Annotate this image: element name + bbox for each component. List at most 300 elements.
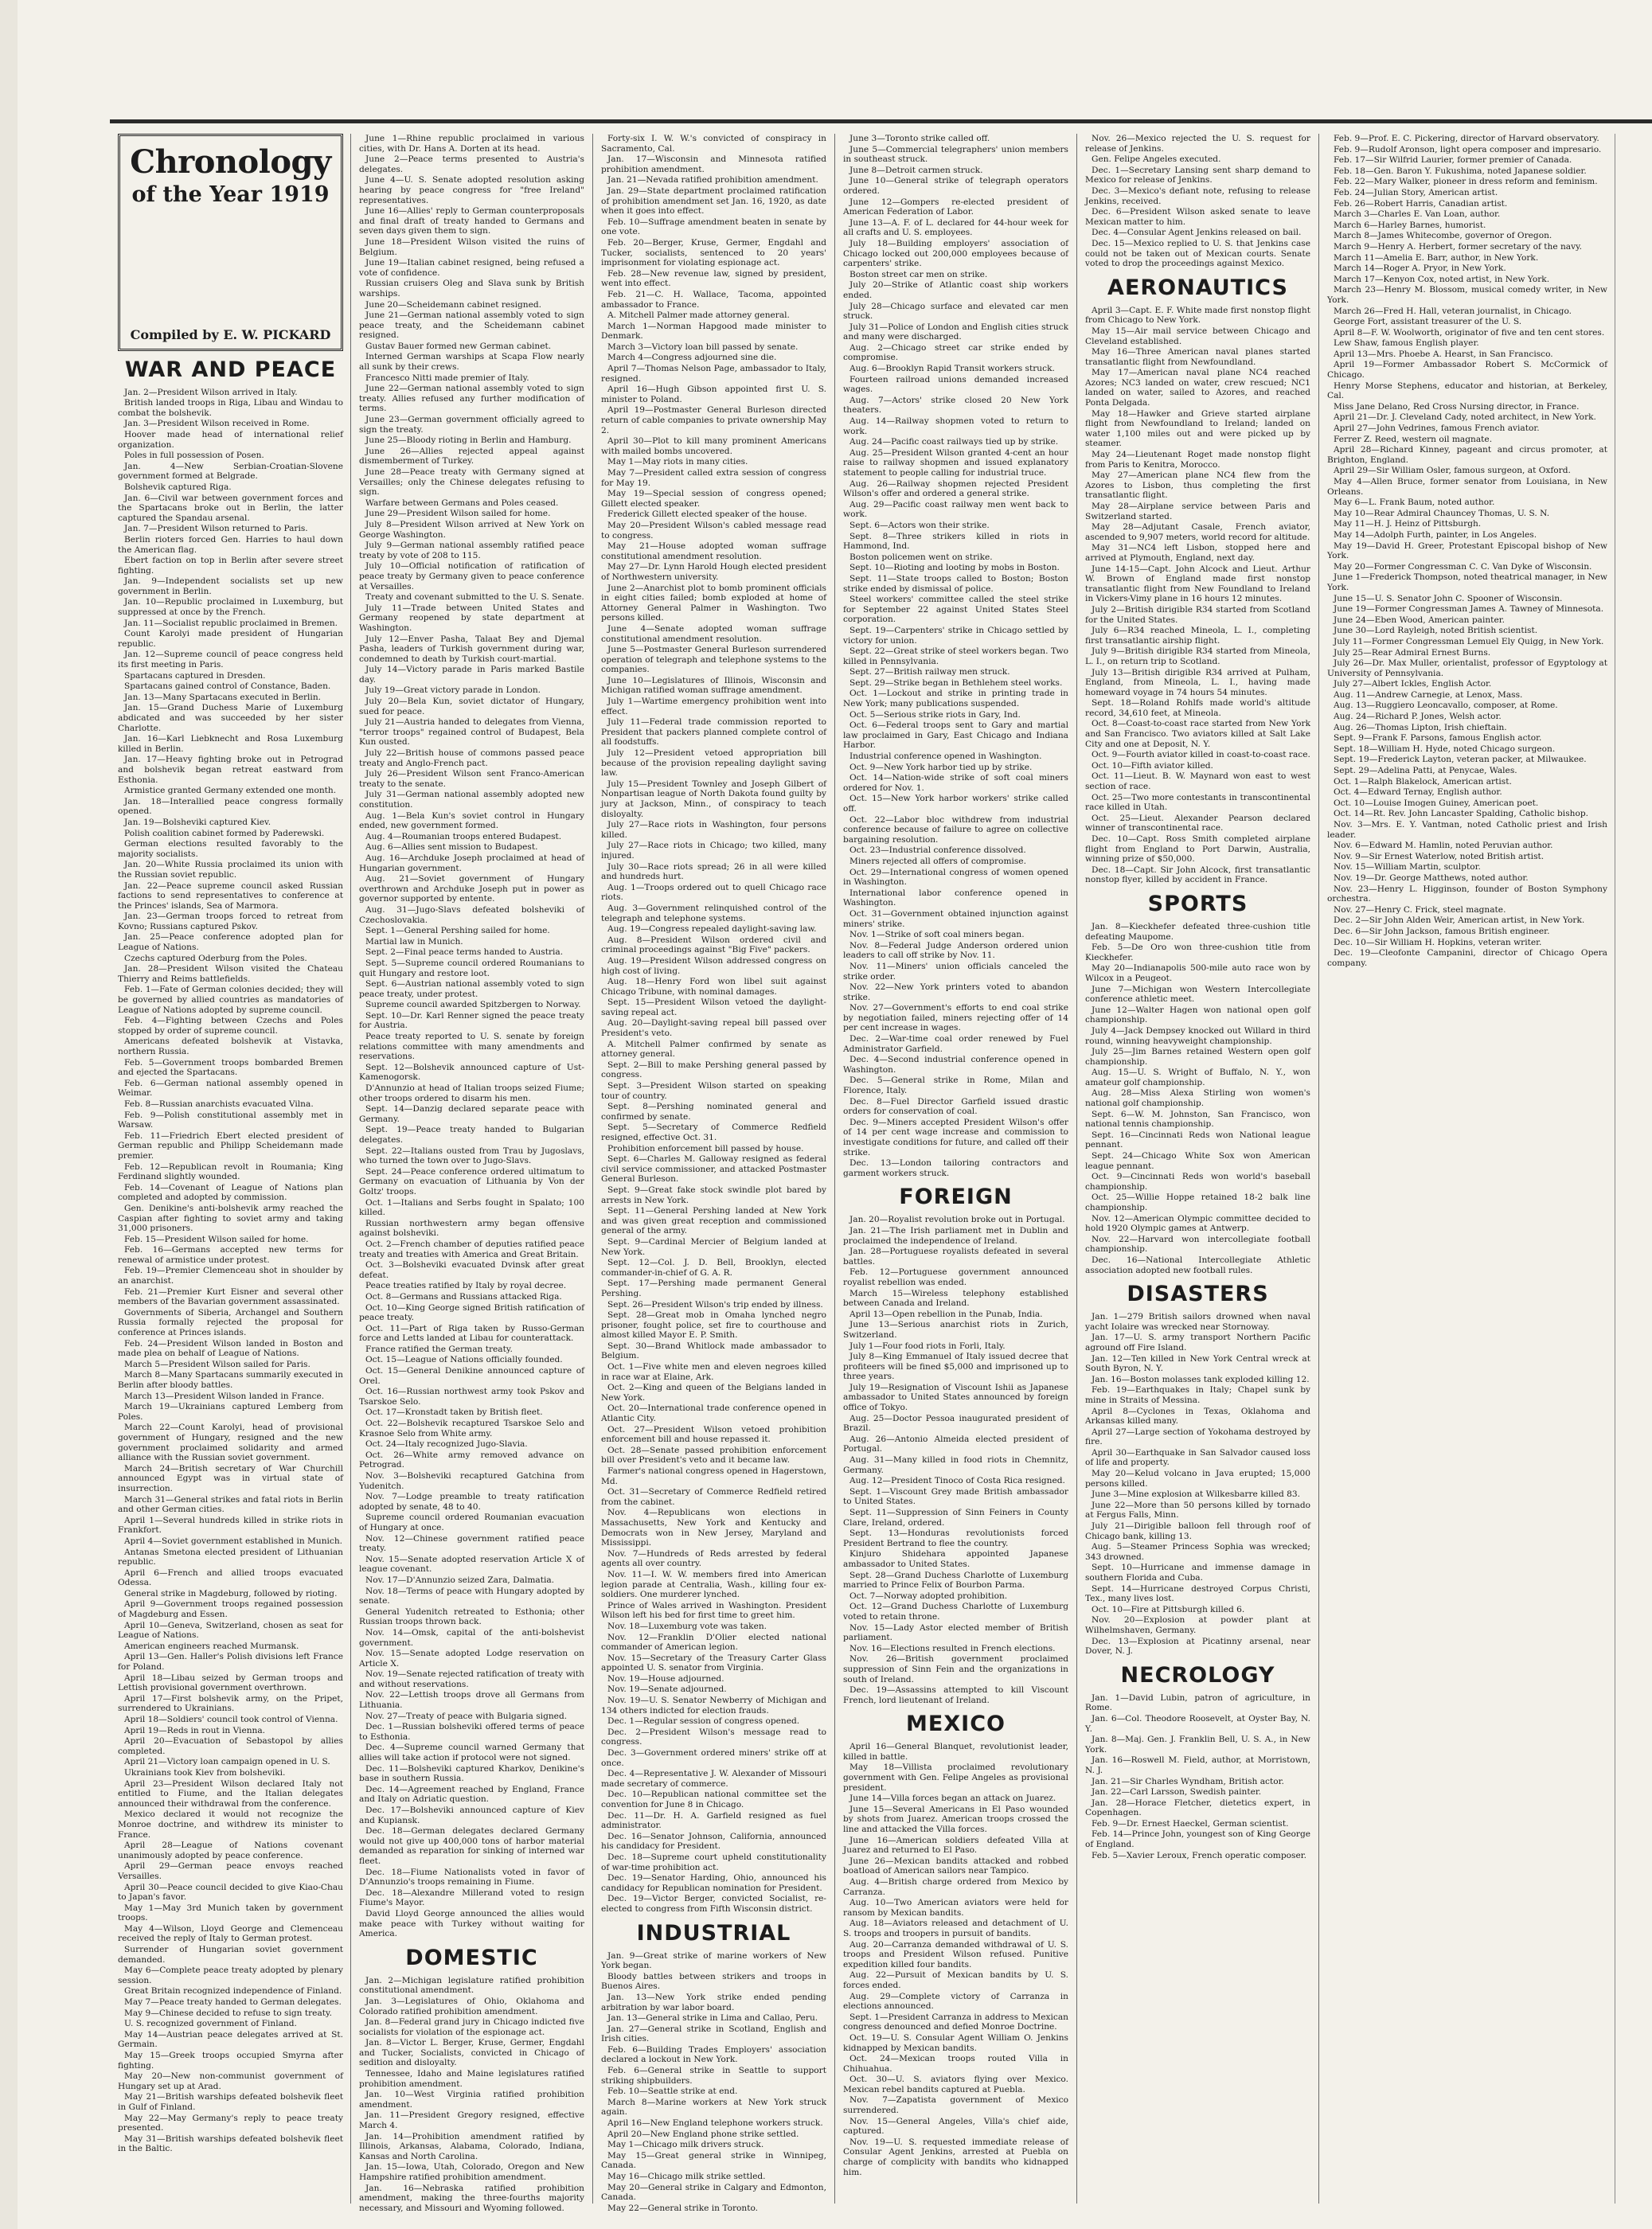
chronology-entry: June 10—Legislatures of Illinois, Wisconsin and Michigan ratified woman suffrage amendment. [601, 675, 826, 696]
chronology-entry: April 28—Richard Kinney, pageant and circus promoter, at Brighton, England. [1327, 445, 1607, 465]
chronology-entry: Dec. 6—President Wilson asked senate to leave Mexican matter to him. [1085, 207, 1310, 227]
section-heading-war-and-peace: WAR AND PEACE [124, 357, 337, 382]
chronology-entry: May 4—Wilson, Lloyd George and Clemenceau received the reply of Italy to German protest. [118, 1923, 343, 1944]
chronology-entry: July 1—Four food riots in Forli, Italy. [849, 1341, 1006, 1351]
column-rule [592, 134, 593, 2204]
chronology-entry: Dec. 1—Secretary Lansing sent sharp demand to Mexico for release of Jenkins. [1085, 165, 1310, 185]
chronology-entry: Sept. 27—British railway men struck. [849, 667, 1010, 677]
chronology-entry: Feb. 21—Premier Kurt Eisner and several other members of the Bavarian government assassinated. [118, 1286, 343, 1307]
chronology-entry: Oct. 9—Fourth aviator killed in coast-to-coast race. [1092, 750, 1310, 760]
chronology-entry: Jan. 15—Grand Duchess Marie of Luxemburg abdicated and was succeeded by her sister Charlotte. [118, 703, 343, 733]
chronology-entry: March 8—Many Spartacans summarily executed in Berlin after bloody battles. [118, 1370, 343, 1390]
chronology-entry: Feb. 1—Fate of German colonies decided; they will be governed by allied countries as mandatories of League of Nations adopted by supreme council. [118, 985, 343, 1015]
column-4 [843, 134, 1068, 2204]
chronology-entry: Aug. 14—Railway shopmen voted to return to work. [843, 416, 1068, 436]
chronology-entry: Dec. 2—Sir John Alden Weir, American artist, in New York. [1334, 915, 1585, 926]
chronology-entry: Aug. 31—Jugo-Slavs defeated bolsheviki of Czechoslovakia. [359, 904, 584, 925]
chronology-entry: Sept. 8—Three strikers killed in riots in Hammond, Ind. [843, 531, 1068, 552]
chronology-entry: Jan. 9—Great strike of marine workers of New York began. [601, 1950, 826, 1971]
chronology-entry: Sept. 18—Roland Rohlfs made world's altitude record, 34,610 feet, at Mineola. [1085, 698, 1310, 718]
chronology-entry: July 27—Albert Ickles, English Actor. [1334, 679, 1492, 689]
chronology-entry: Nov. 3—Bolsheviki recaptured Gatchina from Yudenitch. [359, 1471, 584, 1491]
column-rule [350, 134, 351, 2204]
chronology-entry: Feb. 20—Berger, Kruse, Germer, Engdahl and Tucker, socialists, sentenced to 20 years' imprisonment for violating espionage act. [601, 237, 826, 268]
chronology-entry: Nov. 8—Federal Judge Anderson ordered union leaders to call off strike by Nov. 11. [843, 940, 1068, 961]
chronology-entry: April 30—Earthquake in San Salvador caused loss of life and property. [1085, 1447, 1310, 1468]
chronology-entry: Jan. 3—President Wilson received in Rome. [124, 419, 310, 429]
chronology-entry: Feb. 4—Fighting between Czechs and Poles stopped by order of supreme council. [118, 1016, 343, 1036]
chronology-entry: July 25—Rear Admiral Ernest Burns. [1334, 647, 1491, 658]
chronology-entry: Oct. 25—Two more contestants in transcontinental race killed in Utah. [1085, 792, 1310, 813]
chronology-entry: Oct. 2—King and queen of the Belgians landed in New York. [601, 1383, 826, 1403]
chronology-entry: Sept. 6—Austrian national assembly voted to sign peace treaty, under protest. [359, 979, 584, 999]
chronology-entry: April 19—Former Ambassador Robert S. McCormick of Chicago. [1327, 360, 1607, 381]
chronology-entry: May 6—L. Frank Baum, noted author. [1334, 498, 1495, 508]
chronology-entry: Lew Shaw, famous English player. [1334, 338, 1479, 349]
chronology-entry: Nov. 22—Harvard won intercollegiate football championship. [1085, 1234, 1310, 1255]
chronology-entry: Oct. 1—Ralph Blakelock, American artist. [1334, 776, 1512, 787]
chronology-entry: Feb. 21—C. H. Wallace, Tacoma, appointed ambassador to France. [601, 289, 826, 310]
chronology-entry: Ferrer Z. Reed, western oil magnate. [1334, 434, 1493, 444]
chronology-entry: Oct. 29—International congress of women opened in Washington. [843, 867, 1068, 888]
chronology-entry: Feb. 14—Covenant of League of Nations plan completed and adopted by commission. [118, 1182, 343, 1203]
chronology-entry: Jan. 2—Michigan legislature ratified prohibition constitutional amendment. [359, 1975, 584, 1996]
chronology-entry: May 15—Greek troops occupied Smyrna after fighting. [118, 2051, 343, 2071]
chronology-entry: Nov. 22—Lettish troops drove all Germans from Lithuania. [359, 1690, 584, 1711]
chronology-entry: France ratified the German treaty. [365, 1344, 513, 1354]
chronology-entry: Jan. 6—Col. Theodore Roosevelt, at Oyster Bay, N. Y. [1085, 1713, 1310, 1734]
chronology-entry: Nov. 7—Hundreds of Reds arrested by federal agents all over country. [601, 1548, 826, 1569]
chronology-entry: Count Karolyi made president of Hungarian republic. [118, 629, 343, 649]
chronology-entry: Nov. 19—U. S. requested immediate release of Consular Agent Jenkins, arrested at Puebla on charge of complicity with bandits who kidnapped him. [843, 2137, 1068, 2177]
chronology-entry: Sept. 11—State troops called to Boston; Boston strike ended by dismissal of police. [843, 573, 1068, 594]
chronology-entry: Dec. 19—Cleofonte Campanini, director of Chicago Opera company. [1327, 948, 1607, 968]
chronology-entry: May 27—American plane NC4 flew from the Azores to Lisbon, thus completing the first transatlantic flight. [1085, 470, 1310, 501]
chronology-entry: Dec. 4—Second industrial conference opened in Washington. [843, 1055, 1068, 1075]
chronology-entry: Nov. 3—Mrs. E. Y. Vantman, noted Catholic priest and Irish leader. [1327, 820, 1607, 840]
chronology-entry: May 20—Kelud volcano in Java erupted; 15,000 persons killed. [1085, 1469, 1310, 1489]
chronology-entry: March 6—Harley Barnes, humorist. [1334, 220, 1486, 230]
chronology-entry: Dec. 13—London tailoring contractors and garment workers struck. [843, 1158, 1068, 1178]
chronology-entry: Antanas Smetona elected president of Lithuanian republic. [118, 1547, 343, 1567]
chronology-entry: Sept. 24—Chicago White Sox won American league pennant. [1085, 1151, 1310, 1171]
chronology-entry: Steel workers' committee called the steel strike for September 22 against United States Steel corporation. [843, 595, 1068, 625]
chronology-entry: April 18—Libau seized by German troops and Lettish provisional government overthrown. [118, 1673, 343, 1693]
chronology-entry: Jan. 17—Wisconsin and Minnesota ratified prohibition amendment. [601, 154, 826, 174]
chronology-entry: Sept. 11—General Pershing landed at New York and was given great reception and commissioned general of the army. [601, 1206, 826, 1236]
chronology-entry: Kinjuro Shidehara appointed Japanese ambassador to United States. [843, 1549, 1068, 1569]
chronology-entry: April 20—Evacuation of Sebastopol by allies completed. [118, 1736, 343, 1756]
chronology-entry: Dec. 19—Victor Berger, convicted Socialist, re-elected to congress from Fifth Wisconsin district. [601, 1894, 826, 1914]
chronology-entry: Aug. 16—Archduke Joseph proclaimed at head of Hungarian government. [359, 853, 584, 873]
chronology-entry: May 18—Villista proclaimed revolutionary government with Gen. Felipe Angeles as provisional president. [843, 1763, 1068, 1793]
chronology-entry: Nov. 11—Miners' union officials canceled the strike order. [843, 961, 1068, 982]
chronology-entry: Oct. 15—New York harbor workers' strike called off. [843, 794, 1068, 814]
chronology-entry: Sept. 8—Pershing nominated general and confirmed by senate. [601, 1102, 826, 1122]
chronology-entry: Aug. 5—Steamer Princess Sophia was wrecked; 343 drowned. [1085, 1542, 1310, 1562]
chronology-entry: Oct. 5—Serious strike riots in Gary, Ind. [849, 709, 1021, 720]
chronology-entry: Jan. 22—Carl Larsson, Swedish painter. [1092, 1787, 1262, 1798]
chronology-entry: May 21—House adopted woman suffrage constitutional amendment resolution. [601, 541, 826, 561]
chronology-entry: Aug. 1—Troops ordered out to quell Chicago race riots. [601, 882, 826, 903]
chronology-entry: Jan. 27—General strike in Scotland, English and Irish cities. [601, 2024, 826, 2044]
chronology-entry: March 17—Kenyon Cox, noted artist, in New York. [1334, 274, 1550, 284]
chronology-entry: June 16—American soldiers defeated Villa at Juarez and returned to El Paso. [843, 1835, 1068, 1856]
chronology-entry: April 27—John Vedrines, famous French aviator. [1334, 424, 1540, 434]
chronology-entry: April 19—Reds in rout in Vienna. [124, 1725, 266, 1735]
chronology-entry: July 22—British house of commons passed peace treaty and Anglo-French pact. [359, 748, 584, 768]
section-heading-foreign: FOREIGN [899, 1185, 1013, 1210]
chronology-entry: Surrender of Hungarian soviet government demanded. [118, 1945, 343, 1965]
chronology-entry: Oct. 25—Lieut. Alexander Pearson declared winner of transcontinental race. [1085, 813, 1310, 833]
chronology-entry: Sept. 29—Adelina Patti, at Penycae, Wales. [1334, 766, 1517, 776]
chronology-entry: Sept. 1—Viscount Grey made British ambassador to United States. [843, 1486, 1068, 1507]
chronology-entry: Great Britain recognized independence of Finland. [124, 1986, 342, 1997]
chronology-entry: May 22—General strike in Toronto. [607, 2203, 759, 2213]
chronology-entry: Nov. 15—William Martin, sculptor. [1334, 862, 1481, 872]
chronology-entry: Sept. 22—Great strike of steel workers began. Two killed in Pennsylvania. [843, 646, 1068, 666]
chronology-entry: Nov. 7—Lodge preamble to treaty ratification adopted by senate, 48 to 40. [359, 1492, 584, 1512]
chronology-entry: Governments of Siberia, Archangel and Southern Russia formally rejected the proposal for conference at Princes islands. [118, 1307, 343, 1338]
chronology-entry: May 1—May 3rd Munich taken by government troops. [118, 1903, 343, 1923]
chronology-entry: Feb. 19—Earthquakes in Italy; Chapel sunk by mine in Straits of Messina. [1085, 1385, 1310, 1405]
chronology-entry: Dec. 18—Alexandre Millerand voted to resign Fiume's Mayor. [359, 1887, 584, 1908]
chronology-entry: Dec. 13—Explosion at Picatinny arsenal, near Dover, N. J. [1085, 1636, 1310, 1657]
chronology-entry: Dec. 1—Regular session of congress opened. [607, 1716, 800, 1727]
chronology-entry: March 5—President Wilson sailed for Paris. [124, 1359, 310, 1369]
chronology-entry: April 8—F. W. Woolworth, originator of five and ten cent stores. [1334, 327, 1605, 338]
chronology-entry: Nov. 19—House adjourned. [607, 1673, 724, 1684]
chronology-entry: Aug. 13—Ruggiero Leoncavallo, composer, at Rome. [1334, 701, 1558, 711]
chronology-entry: Ebert faction on top in Berlin after severe street fighting. [118, 556, 343, 576]
chronology-entry: Oct. 30—U. S. aviators flying over Mexico. Mexican rebel bandits captured at Puebla. [843, 2075, 1068, 2094]
chronology-entry: Aug. 22—Pursuit of Mexican bandits by U. S. forces ended. [843, 1970, 1068, 1990]
chronology-entry: Oct. 10—Louise Imogen Guiney, American poet. [1334, 798, 1539, 808]
chronology-entry: Jan. 6—Civil war between government forces and the Spartacans broke out in Berlin, the latter captured the Spandau arsenal. [118, 493, 343, 523]
chronology-entry: July 26—President Wilson sent Franco-American treaty to the senate. [359, 769, 584, 789]
section-heading-disasters: DISASTERS [1127, 1282, 1269, 1307]
entries-col5d [1085, 1312, 1310, 1657]
chronology-entry: March 3—Victory loan bill passed by senate. [607, 342, 799, 352]
chronology-entry: Nov. 23—Henry L. Higginson, founder of Boston Symphony orchestra. [1327, 884, 1607, 904]
chronology-entry: June 13—Serious anarchist riots in Zurich, Switzerland. [843, 1320, 1068, 1340]
chronology-entry: Nov. 1—Strike of soft coal miners began. [849, 930, 1025, 940]
chronology-entry: British landed troops in Riga, Libau and Windau to combat the bolshevik. [118, 398, 343, 418]
chronology-entry: July 8—President Wilson arrived at New York on George Washington. [359, 519, 584, 540]
chronology-entry: Nov. 14—Omsk, capital of the anti-bolshevist government. [359, 1627, 584, 1648]
chronology-entry: A. Mitchell Palmer confirmed by senate as attorney general. [601, 1039, 826, 1060]
chronology-entry: U. S. recognized government of Finland. [124, 2019, 297, 2029]
chronology-entry: Nov. 26—British government proclaimed suppression of Sinn Fein and the organizations in south of Ireland. [843, 1654, 1068, 1684]
chronology-entry: July 15—President Townley and Joseph Gilbert of Nonpartisan league of North Dakota found guilty by jury at Jackson, Minn., of conspiracy to teach disloyalty. [601, 779, 826, 819]
chronology-entry: Dec. 8—Fuel Director Garfield issued drastic orders for conservation of coal. [843, 1096, 1068, 1117]
chronology-entry: March 26—Fred H. Hall, veteran journalist, in Chicago. [1334, 306, 1572, 316]
chronology-entry: Gustav Bauer formed new German cabinet. [365, 341, 552, 351]
chronology-entry: Russian northwestern army began offensive against bolsheviki. [359, 1218, 584, 1239]
chronology-entry: May 14—Adolph Furth, painter, in Los Angeles. [1334, 529, 1537, 540]
chronology-entry: Sept. 29—Strike began in Bethlehem steel works. [849, 677, 1063, 688]
chronology-entry: July 31—German national assembly adopted new constitution. [359, 790, 584, 810]
entries-col6 [1327, 134, 1607, 968]
chronology-entry: Sept. 30—Brand Whitlock made ambassador to Belgium. [601, 1341, 826, 1361]
chronology-entry: Nov. 27—Henry C. Frick, steel magnate. [1334, 904, 1506, 915]
chronology-entry: Oct. 23—Industrial conference dissolved. [849, 845, 1026, 856]
chronology-entry: Oct. 31—Secretary of Commerce Redfield retired from the cabinet. [601, 1487, 826, 1507]
chronology-entry: April 6—French and allied troops evacuated Odessa. [118, 1567, 343, 1588]
chronology-entry: Dec. 18—German delegates declared Germany would not give up 400,000 tons of harbor material demanded as reparation for sinking of interned war fleet. [359, 1826, 584, 1866]
page-title: Chronology [130, 143, 331, 181]
chronology-entry: Aug. 15—U. S. Wright of Buffalo, N. Y., won amateur golf championship. [1085, 1068, 1310, 1087]
chronology-entry: April 29—Sir William Osler, famous surgeon, at Oxford. [1334, 466, 1571, 476]
chronology-entry: April 13—Mrs. Phoebe A. Hearst, in San Francisco. [1334, 349, 1553, 359]
chronology-entry: Jan. 16—Karl Liebknecht and Rosa Luxemburg killed in Berlin. [118, 734, 343, 754]
chronology-entry: General strike in Magdeburg, followed by rioting. [124, 1588, 338, 1599]
chronology-entry: March 9—Henry A. Herbert, former secretary of the navy. [1334, 241, 1583, 252]
chronology-entry: June 2—Anarchist plot to bomb prominent officials in eight cities failed; bomb exploded at home of Attorney General Palmer in Washington. Two persons killed. [601, 583, 826, 623]
chronology-entry: June 25—Bloody rioting in Berlin and Hamburg. [365, 435, 572, 446]
chronology-entry: Sept. 12—Bolshevik announced capture of Ust-Kamenogorsk. [359, 1062, 584, 1083]
chronology-entry: Jan. 11—President Gregory resigned, effective March 4. [359, 2110, 584, 2131]
chronology-entry: Oct. 14—Nation-wide strike of soft coal miners ordered for Nov. 1. [843, 773, 1068, 793]
chronology-entry: June 8—Detroit carmen struck. [849, 165, 983, 175]
chronology-entry: Aug. 29—Pacific coast railway men went back to work. [843, 499, 1068, 520]
chronology-entry: July 2—British dirigible R34 started from Scotland for the United States. [1085, 604, 1310, 625]
chronology-entry: Feb. 5—De Oro won three-cushion title from Kieckhefer. [1085, 943, 1310, 962]
chronology-entry: July 20—Bela Kun, soviet dictator of Hungary, sued for peace. [359, 697, 584, 716]
chronology-entry: Jan. 22—Peace supreme council asked Russian factions to send representatives to conference at the Princes' islands, Sea of Marmora. [118, 880, 343, 911]
chronology-entry: Sept. 28—Grand Duchess Charlotte of Luxemburg married to Prince Felix of Bourbon Parma. [843, 1570, 1068, 1591]
chronology-entry: Sept. 14—Danzig declared separate peace with Germany. [359, 1104, 584, 1124]
chronology-entry: Bolshevik captured Riga. [124, 482, 232, 492]
chronology-entry: July 14—Victory parade in Paris marked Bastile day. [359, 665, 584, 685]
chronology-entry: Oct. 8—Coast-to-coast race started from New York and San Francisco. Two aviators killed at Salt Lake City and one at Deposit, N. Y. [1085, 719, 1310, 749]
chronology-entry: July 4—Jack Dempsey knocked out Willard in third round, winning heavyweight championship. [1085, 1025, 1310, 1046]
chronology-entry: Sept. 10—Hurricane and immense damage in southern Florida and Cuba. [1085, 1563, 1310, 1583]
chronology-entry: Oct. 24—Mexican troops routed Villa in Chihuahua. [843, 2054, 1068, 2074]
chronology-entry: May 9—Chinese decided to refuse to sign treaty. [124, 2008, 332, 2018]
chronology-entry: Nov. 27—Government's efforts to end coal strike by negotiation failed, miners rejecting offer of 14 per cent increase in wages. [843, 1003, 1068, 1033]
chronology-entry: Dec. 4—Supreme council warned Germany that allies will take action if protocol were not signed. [359, 1743, 584, 1763]
chronology-entry: Oct. 11—Part of Riga taken by Russo-German force and Letts landed at Libau for counterattack. [359, 1323, 584, 1344]
chronology-entry: Aug. 7—Actors' strike closed 20 New York theaters. [843, 395, 1068, 416]
chronology-entry: Aug. 20—Daylight-saving repeal bill passed over President's veto. [601, 1018, 826, 1039]
chronology-entry: Nov. 18—Terms of peace with Hungary adopted by senate. [359, 1586, 584, 1606]
chronology-entry: Feb. 17—Sir Wilfrid Laurier, former premier of Canada. [1334, 155, 1572, 166]
chronology-entry: Sept. 3—President Wilson started on speaking tour of country. [601, 1081, 826, 1101]
chronology-entry: Dec. 10—Sir William H. Hopkins, veteran writer. [1334, 937, 1542, 947]
chronology-entry: Dec. 15—Mexico replied to U. S. that Jenkins case could not be taken out of Mexican courts. Senate voted to drop the proceedings against Mexico. [1085, 238, 1310, 269]
chronology-entry: Nov. 15—Secretary of the Treasury Carter Glass appointed U. S. senator from Virginia. [601, 1653, 826, 1673]
chronology-entry: June 26—Mexican bandits attacked and robbed boatload of American sailors near Tampico. [843, 1856, 1068, 1876]
chronology-entry: May 15—Air mail service between Chicago and Cleveland established. [1085, 326, 1310, 346]
chronology-entry: Aug. 2—Chicago street car strike ended by compromise. [843, 342, 1068, 363]
chronology-entry: Jan. 20—Royalist revolution broke out in Portugal. [849, 1215, 1065, 1225]
chronology-entry: Jan. 7—President Wilson returned to Paris. [124, 524, 308, 534]
chronology-entry: June 5—Postmaster General Burleson surrendered operation of telegraph and telephone systems to the companies. [601, 645, 826, 675]
chronology-entry: Polish coalition cabinet formed by Paderewski. [124, 828, 325, 838]
chronology-entry: Nov. 15—Lady Astor elected member of British parliament. [843, 1622, 1068, 1643]
chronology-entry: March 8—James Whitecombe, governor of Oregon. [1334, 231, 1552, 241]
chronology-entry: Feb. 9—Rudolf Aronson, light opera composer and impresario. [1334, 144, 1602, 154]
chronology-entry: June 19—Italian cabinet resigned, being refused a vote of confidence. [359, 258, 584, 278]
chronology-entry: Armistice granted Germany extended one month. [124, 786, 337, 796]
chronology-entry: March 13—President Wilson landed in France. [124, 1391, 325, 1401]
chronology-entry: Jan. 13—Many Spartacans executed in Berlin. [124, 692, 322, 702]
chronology-entry: Nov. 11—I. W. W. members fired into American legion parade at Centralia, Wash., killing four ex-soldiers. One murderer lynched. [601, 1569, 826, 1600]
chronology-entry: April 3—Capt. E. F. White made first nonstop flight from Chicago to New York. [1085, 305, 1310, 326]
chronology-entry: June 3—Mine explosion at Wilkesbarre killed 83. [1092, 1489, 1300, 1500]
chronology-entry: Czechs captured Oderburg from the Poles. [124, 953, 307, 963]
chronology-entry: March 23—Henry M. Blossom, musical comedy writer, in New York. [1327, 285, 1607, 305]
chronology-entry: Dec. 1—Russian bolsheviki offered terms of peace to Esthonia. [359, 1722, 584, 1742]
chronology-entry: Aug. 28—Miss Alexa Stirling won women's national golf championship. [1085, 1088, 1310, 1109]
chronology-entry: Oct. 4—Edward Ternay, English author. [1334, 787, 1502, 798]
chronology-entry: Sept. 17—Pershing made permanent General Pershing. [601, 1278, 826, 1298]
chronology-entry: Jan. 9—Independent socialists set up new government in Berlin. [118, 576, 343, 596]
chronology-entry: Sept. 28—Great mob in Omaha lynched negro prisoner, fought police, set fire to courthouse and almost killed Mayor E. P. Smith. [601, 1310, 826, 1341]
chronology-entry: Sept. 9—Great fake stock swindle plot bared by arrests in New York. [601, 1185, 826, 1205]
chronology-entry: May 27—Dr. Lynn Harold Hough elected president of Northwestern university. [601, 562, 826, 582]
chronology-entry: May 21—British warships defeated bolshevik fleet in Gulf of Finland. [118, 2092, 343, 2112]
chronology-entry: Jan. 2—President Wilson arrived in Italy. [124, 387, 298, 397]
chronology-entry: Dec. 19—Senator Harding, Ohio, announced his candidacy for Republican nomination for President. [601, 1873, 826, 1893]
chronology-entry: Jan. 15—Iowa, Utah, Colorado, Oregon and New Hampshire ratified prohibition amendment. [359, 2162, 584, 2182]
chronology-entry: June 23—German government officially agreed to sign the treaty. [359, 415, 584, 435]
section-heading-sports: SPORTS [1147, 891, 1248, 916]
chronology-entry: D'Annunzio at head of Italian troops seized Fiume; other troops ordered to disarm his men. [359, 1083, 584, 1103]
chronology-entry: Aug. 25—President Wilson granted 4-cent an hour raise to railway shopmen and issued explanatory statement to people calling for industrial truce. [843, 447, 1068, 478]
chronology-entry: Sept. 19—Peace treaty handed to Bulgarian delegates. [359, 1125, 584, 1145]
chronology-entry: Nov. 19—Dr. George Matthews, noted author. [1334, 872, 1529, 883]
chronology-entry: Feb. 8—Russian anarchists evacuated Vilna. [124, 1099, 314, 1109]
chronology-entry: Sept. 13—Honduras revolutionists forced President Bertrand to flee the country. [843, 1528, 1068, 1548]
chronology-entry: April 4—Soviet government established in Munich. [124, 1536, 343, 1546]
chronology-entry: June 30—Lord Rayleigh, noted British scientist. [1334, 626, 1538, 636]
chronology-entry: Jan. 16—Nebraska ratified prohibition amendment, making the three-fourths majority necessary, and Missouri and Wyoming followed. [359, 2183, 584, 2213]
chronology-entry: Industrial conference opened in Washington. [849, 751, 1042, 762]
chronology-entry: June 2—Peace terms presented to Austria's delegates. [359, 154, 584, 174]
chronology-entry: Interned German warships at Scapa Flow nearly all sunk by their crews. [359, 352, 584, 373]
chronology-entry: Sept. 6—Charles M. Galloway resigned as federal civil service commissioner, and attacked Postmaster General Burleson. [601, 1154, 826, 1185]
page-margin [0, 0, 18, 2229]
chronology-entry: Jan. 1—David Lubin, patron of agriculture, in Rome. [1085, 1692, 1310, 1713]
chronology-entry: May 19—David H. Greer, Protestant Episcopal bishop of New York. [1327, 541, 1607, 561]
chronology-entry: Jan. 3—Legislatures of Ohio, Oklahoma and Colorado ratified prohibition amendment. [359, 1996, 584, 2016]
chronology-entry: July 31—Police of London and English cities struck and many were discharged. [843, 322, 1068, 342]
chronology-entry: May 20—New non-communist government of Hungary set up at Arad. [118, 2071, 343, 2091]
chronology-entry: Treaty and covenant submitted to the U. S. Senate. [365, 592, 584, 603]
chronology-entry: American engineers reached Murmansk. [124, 1641, 299, 1651]
chronology-entry: Feb. 16—Germans accepted new terms for renewal of armistice under protest. [118, 1245, 343, 1265]
chronology-entry: Jan. 10—Republic proclaimed in Luxemburg, but suppressed at once by the French. [118, 597, 343, 618]
chronology-entry: May 24—Lieutenant Roget made nonstop flight from Paris to Kenitra, Morocco. [1085, 450, 1310, 470]
chronology-entry: May 4—Allen Bruce, former senator from Louisiana, in New Orleans. [1327, 477, 1607, 497]
chronology-entry: May 19—Special session of congress opened; Gillett elected speaker. [601, 489, 826, 509]
chronology-entry: Mexico declared it would not recognize the Monroe doctrine, and withdrew its minister to France. [118, 1809, 343, 1840]
chronology-entry: April 17—First bolshevik army, on the Pripet, surrendered to Ukrainians. [118, 1693, 343, 1714]
chronology-entry: Feb. 10—Seattle strike at end. [607, 2087, 738, 2097]
chronology-entry: Feb. 6—German national assembly opened in Weimar. [118, 1078, 343, 1099]
chronology-entry: May 1—Chicago milk drivers struck. [607, 2140, 764, 2150]
chronology-entry: Nov. 7—Zapatista government of Mexico surrendered. [843, 2095, 1068, 2116]
chronology-entry: Oct. 16—Russian northwest army took Pskov and Tsarskoe Selo. [359, 1387, 584, 1407]
chronology-entry: Oct. 26—White army removed advance on Petrograd. [359, 1450, 584, 1470]
chronology-entry: Feb. 12—Portuguese government announced royalist rebellion was ended. [843, 1267, 1068, 1287]
chronology-entry: Jan. 21—Nevada ratified prohibition amendment. [607, 175, 818, 185]
chronology-entry: April 9—Government troops regained possession of Magdeburg and Essen. [118, 1599, 343, 1620]
chronology-entry: Aug. 18—Aviators released and detachment of U. S. troops and troopers in pursuit of bandits. [843, 1919, 1068, 1938]
chronology-entry: April 1—Several hundreds killed in strike riots in Frankfort. [118, 1515, 343, 1536]
chronology-entry: Dec. 18—Capt. Sir John Alcock, first transatlantic nonstop flyer, killed by accident in France. [1085, 865, 1310, 885]
chronology-entry: Feb. 22—Mary Walker, pioneer in dress reform and feminism. [1334, 177, 1598, 187]
chronology-entry: Sept. 10—Dr. Karl Renner signed the peace treaty for Austria. [359, 1010, 584, 1031]
chronology-entry: May 6—Complete peace treaty adopted by plenary session. [118, 1966, 343, 1985]
chronology-entry: Dec. 3—Government ordered miners' strike off at once. [601, 1748, 826, 1768]
chronology-entry: Sept. 5—Supreme council ordered Roumanians to quit Hungary and restore loot. [359, 958, 584, 978]
chronology-entry: Nov. 27—Treaty of peace with Bulgaria signed. [365, 1711, 568, 1721]
chronology-entry: Dec. 9—Miners accepted President Wilson's offer of 14 per cent wage increase and commission to investigate conditions for future, and called off their strike. [843, 1117, 1068, 1157]
chronology-entry: Sept. 1—President Carranza in address to Mexican congress denounced and defied Monroe Doctrine. [843, 2012, 1068, 2032]
chronology-entry: Prince of Wales arrived in Washington. President Wilson left his bed for first time to greet him. [601, 1600, 826, 1621]
chronology-entry: March 1—Norman Hapgood made minister to Denmark. [601, 321, 826, 342]
chronology-entry: Jan. 8—Kieckhefer defeated three-cushion title defeating Maupome. [1085, 921, 1310, 942]
chronology-entry: Aug. 21—Soviet government of Hungary overthrown and Archduke Joseph put in power as governor supported by entente. [359, 874, 584, 904]
chronology-entry: May 7—President called extra session of congress for May 19. [601, 468, 826, 488]
chronology-entry: March 24—British secretary of War Churchill announced Egypt was in virtual state of insurrection. [118, 1463, 343, 1493]
chronology-entry: Aug. 3—Government relinquished control of the telegraph and telephone systems. [601, 903, 826, 923]
chronology-entry: Aug. 26—Railway shopmen rejected President Wilson's offer and ordered a general strike. [843, 478, 1068, 499]
chronology-entry: March 4—Congress adjourned sine die. [607, 353, 777, 363]
chronology-entry: Nov. 17—D'Annunzio seized Zara, Dalmatia. [365, 1575, 555, 1585]
chronology-entry: Aug. 18—Henry Ford won libel suit against Chicago Tribune, with nominal damages. [601, 977, 826, 997]
chronology-entry: Dec. 6—Sir John Jackson, famous British engineer. [1334, 926, 1550, 936]
chronology-entry: Jan. 12—Ten killed in New York Central wreck at South Byron, N. Y. [1085, 1353, 1310, 1374]
chronology-entry: April 16—General Blanquet, revolutionist leader, killed in battle. [843, 1742, 1068, 1762]
chronology-entry: Oct. 7—Norway adopted prohibition. [849, 1591, 1008, 1601]
chronology-entry: June 21—German national assembly voted to sign peace treaty, and the Scheidemann cabinet resigned. [359, 310, 584, 341]
chronology-entry: Sept. 1—General Pershing sailed for home. [365, 926, 550, 936]
chronology-entry: Jan. 17—Heavy fighting broke out in Petrograd and bolshevik began retreat eastward from Esthonia. [118, 755, 343, 785]
chronology-entry: Sept. 5—Secretary of Commerce Redfield resigned, effective Oct. 31. [601, 1122, 826, 1142]
chronology-entry: July 10—Official notification of ratification of peace treaty by Germany given to peace conference at Versailles. [359, 561, 584, 591]
chronology-entry: Dec. 14—Agreement reached by England, France and Italy on Adriatic question. [359, 1784, 584, 1805]
chronology-entry: Martial law in Munich. [365, 936, 463, 947]
chronology-entry: Oct. 6—Federal troops sent to Gary and martial law proclaimed in Gary, East Chicago and Indiana Harbor. [843, 720, 1068, 751]
chronology-entry: July 21—Dirigible balloon fell through roof of Chicago bank, killing 13. [1085, 1521, 1310, 1541]
chronology-entry: Feb. 14—Prince John, youngest son of King George of England. [1085, 1829, 1310, 1850]
chronology-entry: Feb. 15—President Wilson sailed for home. [124, 1234, 309, 1244]
chronology-entry: Jan. 25—Peace conference adopted plan for League of Nations. [118, 932, 343, 953]
chronology-entry: Oct. 28—Senate passed prohibition enforcement bill over President's veto and it became law. [601, 1445, 826, 1466]
chronology-entry: Sept. 14—Hurricane destroyed Corpus Christi, Tex., many lives lost. [1085, 1583, 1310, 1604]
chronology-entry: June 14-15—Capt. John Alcock and Lieut. Arthur W. Brown of England made first nonstop transatlantic flight from New Foundland to Ireland in Vickers-Vimy plane in 16 hours 12 minutes. [1085, 564, 1310, 604]
chronology-entry: March 14—Roger A. Pryor, in New York. [1334, 263, 1506, 274]
chronology-entry: Feb. 12—Republican revolt in Roumania; King Ferdinand slightly wounded. [118, 1161, 343, 1182]
chronology-entry: Sept. 18—William H. Hyde, noted Chicago surgeon. [1334, 744, 1556, 754]
chronology-entry: Gen. Felipe Angeles executed. [1092, 154, 1221, 165]
chronology-entry: Oct. 17—Kronstadt taken by British fleet. [365, 1407, 543, 1418]
chronology-entry: March 3—Charles E. Van Loan, author. [1334, 209, 1501, 220]
chronology-entry: Americans defeated bolshevik at Vistavka, northern Russia. [118, 1036, 343, 1056]
chronology-entry: Prohibition enforcement bill passed by house. [607, 1143, 804, 1154]
chronology-entry: Aug. 6—Brooklyn Rapid Transit workers struck. [849, 364, 1055, 374]
chronology-entry: Dec. 10—Republican national committee set the convention for June 8 in Chicago. [601, 1790, 826, 1809]
chronology-entry: Sept. 2—Bill to make Pershing general passed by congress. [601, 1060, 826, 1080]
chronology-entry: Dec. 19—Assassins attempted to kill Viscount French, lord lieutenant of Ireland. [843, 1685, 1068, 1705]
chronology-entry: Nov. 19—Senate rejected ratification of treaty with and without reservations. [359, 1669, 584, 1689]
chronology-entry: June 15—Several Americans in El Paso wounded by shots from Juarez. American troops crossed the line and attacked the Villa forces. [843, 1804, 1068, 1835]
chronology-entry: Aug. 20—Carranza demanded withdrawal of U. S. troops and President Wilson refused. Punitive expedition killed four bandits. [843, 1939, 1068, 1969]
